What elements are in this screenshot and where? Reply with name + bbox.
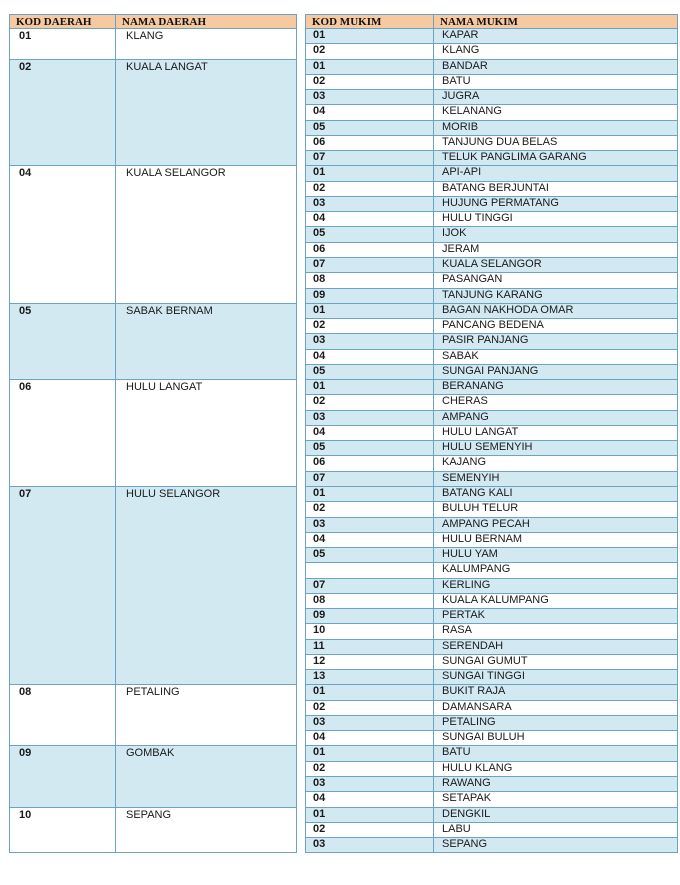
mukim-name: SUNGAI TINGGI [433, 670, 678, 685]
mukim-name: KELANANG [433, 105, 678, 120]
header-kod-mukim: KOD MUKIM [305, 14, 433, 29]
mukim-name: KUALA KALUMPANG [433, 594, 678, 609]
mukim-code: 03 [305, 334, 433, 349]
district-name: KUALA SELANGOR [115, 166, 297, 303]
district-code: 09 [9, 746, 115, 807]
mukim-name: AMPANG [433, 411, 678, 426]
mukim-code: 09 [305, 609, 433, 624]
mukim-code: 01 [305, 60, 433, 75]
mukim-name: KERLING [433, 579, 678, 594]
district-name: SEPANG [115, 808, 297, 854]
district-name: PETALING [115, 685, 297, 746]
mukim-name: BANDAR [433, 60, 678, 75]
mukim-code: 02 [305, 395, 433, 410]
mukim-code: 03 [305, 716, 433, 731]
mukim-code: 02 [305, 44, 433, 59]
mukim-code: 03 [305, 197, 433, 212]
district-code: 05 [9, 304, 115, 380]
mukim-code: 04 [305, 350, 433, 365]
column-gap [297, 685, 305, 746]
mukim-name: MORIB [433, 121, 678, 136]
mukim-code: 08 [305, 594, 433, 609]
mukim-name: BUKIT RAJA [433, 685, 678, 700]
mukim-name: TANJUNG KARANG [433, 289, 678, 304]
column-gap [297, 808, 305, 854]
mukim-code: 03 [305, 838, 433, 853]
mukim-code: 02 [305, 502, 433, 517]
district-name: KLANG [115, 29, 297, 60]
mukim-name: HULU BERNAM [433, 533, 678, 548]
mukim-name: HULU TINGGI [433, 212, 678, 227]
mukim-name: API-API [433, 166, 678, 181]
mukim-code: 01 [305, 808, 433, 823]
district-code: 04 [9, 166, 115, 303]
district-code: 06 [9, 380, 115, 487]
header-nama-mukim: NAMA MUKIM [433, 14, 678, 29]
mukim-name: HULU LANGAT [433, 426, 678, 441]
mukim-name: JUGRA [433, 90, 678, 105]
mukim-name: KLANG [433, 44, 678, 59]
mukim-code: 06 [305, 243, 433, 258]
mukim-name: DENGKIL [433, 808, 678, 823]
mukim-code: 05 [305, 365, 433, 380]
mukim-name: BATANG BERJUNTAI [433, 182, 678, 197]
mukim-name: RAWANG [433, 777, 678, 792]
mukim-name: KAPAR [433, 29, 678, 44]
mukim-name: SABAK [433, 350, 678, 365]
mukim-code: 04 [305, 731, 433, 746]
mukim-code: 02 [305, 319, 433, 334]
column-gap [297, 746, 305, 807]
mukim-code: 02 [305, 823, 433, 838]
column-gap [297, 487, 305, 685]
mukim-name: KALUMPANG [433, 563, 678, 578]
mukim-name: BATU [433, 75, 678, 90]
mukim-code: 01 [305, 746, 433, 761]
mukim-name: TELUK PANGLIMA GARANG [433, 151, 678, 166]
mukim-code: 07 [305, 579, 433, 594]
mukim-code: 04 [305, 792, 433, 807]
district-name: HULU SELANGOR [115, 487, 297, 685]
column-gap [297, 14, 305, 29]
mukim-name: SEPANG [433, 838, 678, 853]
mukim-name: HULU KLANG [433, 762, 678, 777]
mukim-name: SUNGAI BULUH [433, 731, 678, 746]
mukim-code: 09 [305, 289, 433, 304]
mukim-code: 05 [305, 121, 433, 136]
mukim-code: 03 [305, 518, 433, 533]
column-gap [297, 60, 305, 167]
mukim-name: SERENDAH [433, 640, 678, 655]
district-code: 10 [9, 808, 115, 854]
mukim-name: DAMANSARA [433, 701, 678, 716]
mukim-code: 01 [305, 166, 433, 181]
mukim-name: JERAM [433, 243, 678, 258]
mukim-code: 06 [305, 456, 433, 471]
district-code: 02 [9, 60, 115, 167]
mukim-code: 01 [305, 487, 433, 502]
mukim-code: 03 [305, 777, 433, 792]
district-name: SABAK BERNAM [115, 304, 297, 380]
mukim-code: 04 [305, 105, 433, 120]
mukim-name: HULU SEMENYIH [433, 441, 678, 456]
mukim-code [305, 563, 433, 578]
mukim-code: 03 [305, 90, 433, 105]
mukim-code: 01 [305, 685, 433, 700]
mukim-name: BULUH TELUR [433, 502, 678, 517]
mukim-name: BATANG KALI [433, 487, 678, 502]
column-gap [297, 380, 305, 487]
mukim-code: 07 [305, 151, 433, 166]
mukim-code: 07 [305, 258, 433, 273]
mukim-name: LABU [433, 823, 678, 838]
mukim-name: BERANANG [433, 380, 678, 395]
mukim-name: SUNGAI PANJANG [433, 365, 678, 380]
mukim-name: RASA [433, 624, 678, 639]
mukim-name: SETAPAK [433, 792, 678, 807]
district-name: GOMBAK [115, 746, 297, 807]
mukim-name: HULU YAM [433, 548, 678, 563]
mukim-code: 08 [305, 273, 433, 288]
mukim-code: 04 [305, 212, 433, 227]
district-code: 08 [9, 685, 115, 746]
mukim-code: 03 [305, 411, 433, 426]
mukim-name: PANCANG BEDENA [433, 319, 678, 334]
mukim-code: 02 [305, 762, 433, 777]
mukim-code: 02 [305, 75, 433, 90]
district-name: HULU LANGAT [115, 380, 297, 487]
header-kod-daerah: KOD DAERAH [9, 14, 115, 29]
mukim-name: TANJUNG DUA BELAS [433, 136, 678, 151]
mukim-name: BAGAN NAKHODA OMAR [433, 304, 678, 319]
district-code: 01 [9, 29, 115, 60]
mukim-name: PASANGAN [433, 273, 678, 288]
mukim-name: AMPANG PECAH [433, 518, 678, 533]
mukim-name: KUALA SELANGOR [433, 258, 678, 273]
column-gap [297, 304, 305, 380]
header-nama-daerah: NAMA DAERAH [115, 14, 297, 29]
mukim-code: 06 [305, 136, 433, 151]
mukim-name: PASIR PANJANG [433, 334, 678, 349]
column-gap [297, 166, 305, 303]
column-gap [297, 29, 305, 60]
mukim-name: BATU [433, 746, 678, 761]
mukim-name: CHERAS [433, 395, 678, 410]
mukim-code: 05 [305, 227, 433, 242]
mukim-code: 01 [305, 29, 433, 44]
district-code: 07 [9, 487, 115, 685]
mukim-name: SEMENYIH [433, 472, 678, 487]
mukim-code: 04 [305, 426, 433, 441]
daerah-mukim-table [9, 14, 678, 869]
district-name: KUALA LANGAT [115, 60, 297, 167]
mukim-code: 12 [305, 655, 433, 670]
mukim-name: PERTAK [433, 609, 678, 624]
mukim-code: 10 [305, 624, 433, 639]
mukim-code: 11 [305, 640, 433, 655]
mukim-code: 13 [305, 670, 433, 685]
mukim-code: 01 [305, 380, 433, 395]
mukim-code: 04 [305, 533, 433, 548]
mukim-name: KAJANG [433, 456, 678, 471]
mukim-code: 05 [305, 548, 433, 563]
mukim-name: SUNGAI GUMUT [433, 655, 678, 670]
mukim-code: 05 [305, 441, 433, 456]
mukim-name: IJOK [433, 227, 678, 242]
mukim-code: 07 [305, 472, 433, 487]
mukim-code: 02 [305, 701, 433, 716]
mukim-code: 02 [305, 182, 433, 197]
mukim-name: HUJUNG PERMATANG [433, 197, 678, 212]
mukim-name: PETALING [433, 716, 678, 731]
mukim-code: 01 [305, 304, 433, 319]
